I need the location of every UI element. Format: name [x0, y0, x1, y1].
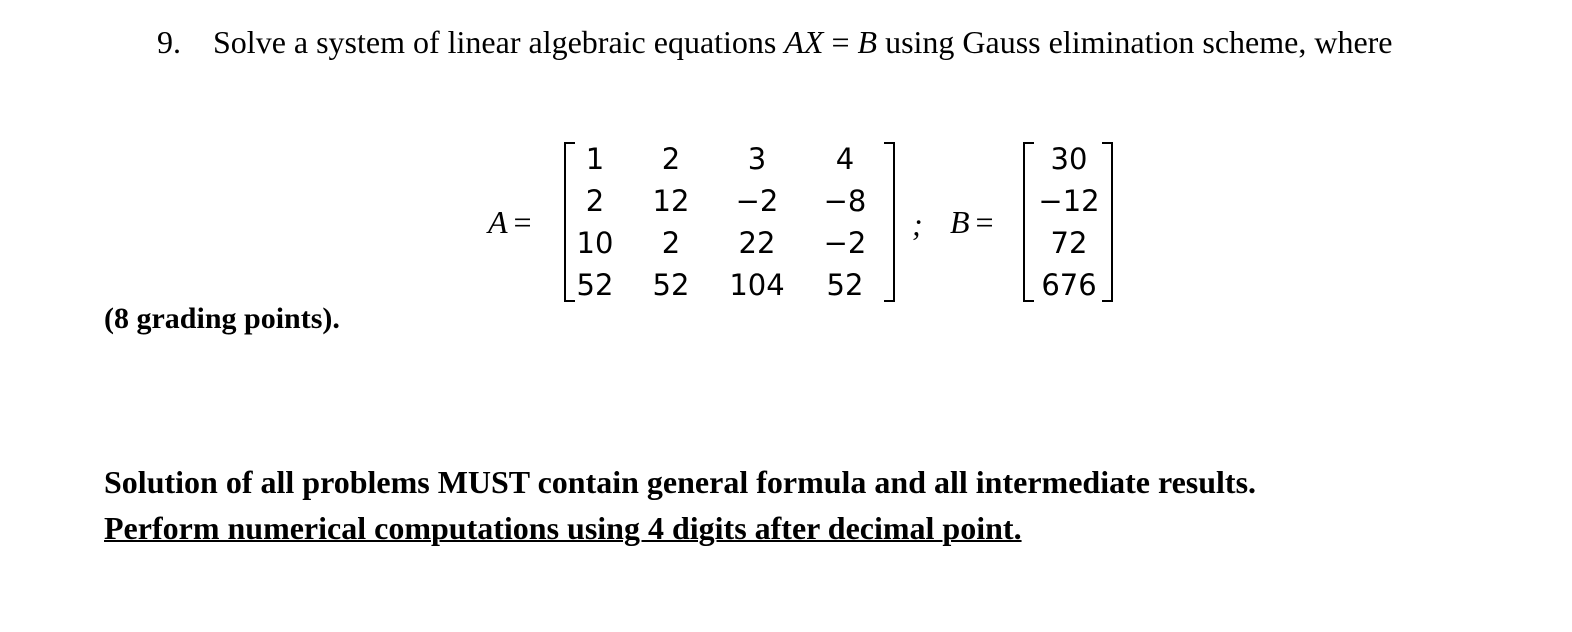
matrix-a-cell-r4-c4: 52 [826, 268, 864, 302]
equation-lhs: AX [784, 24, 824, 60]
vector-b-left-bracket [1023, 142, 1034, 302]
matrix-a-equals: = [513, 204, 532, 240]
matrix-a-cell-r1-c3: 3 [747, 142, 767, 176]
matrix-a-cell-r3-c4: −2 [823, 226, 867, 260]
matrix-a-cell-r1-c1: 1 [585, 142, 605, 176]
vector-b-cell-1: 30 [1050, 142, 1088, 176]
matrix-separator: ; [912, 206, 923, 242]
matrix-a-right-bracket [884, 142, 895, 302]
matrix-a-cell-r3-c1: 10 [576, 226, 614, 260]
problem-number: 9. [157, 24, 181, 60]
requirement-note: Solution of all problems MUST contain general formula and all intermediate results. [104, 464, 1257, 500]
equation-rhs: B [857, 24, 878, 60]
vector-b-label [950, 202, 994, 242]
matrix-a-cell-r3-c3: 22 [738, 226, 776, 260]
problem-text-after: using Gauss elimination scheme, where [877, 24, 1393, 60]
matrix-a-label [488, 202, 532, 242]
vector-b-equals: = [975, 204, 994, 240]
precision-note: Perform numerical computations using 4 digits after decimal point. [104, 510, 1022, 546]
matrix-a-cell-r1-c4: 4 [835, 142, 855, 176]
matrix-a-symbol: A [488, 204, 508, 240]
matrix-a-cell-r2-c2: 12 [652, 184, 690, 218]
equation-sign: = [823, 24, 858, 60]
vector-b-symbol: B [950, 204, 970, 240]
problem-statement [157, 22, 1393, 62]
matrix-a-cell-r4-c1: 52 [576, 268, 614, 302]
matrix-a-cell-r2-c4: −8 [823, 184, 867, 218]
matrix-a-cell-r2-c1: 2 [585, 184, 605, 218]
matrix-a-cell-r4-c3: 104 [729, 268, 785, 302]
matrix-a-cell-r1-c2: 2 [661, 142, 681, 176]
problem-text-before: Solve a system of linear algebraic equations [213, 24, 785, 60]
vector-b-cell-3: 72 [1050, 226, 1088, 260]
vector-b-cell-2: −12 [1038, 184, 1100, 218]
grading-points: (8 grading points). [104, 302, 340, 335]
matrix-a-cell-r4-c2: 52 [652, 268, 690, 302]
matrix-a-cell-r3-c2: 2 [661, 226, 681, 260]
matrix-a-cell-r2-c3: −2 [735, 184, 779, 218]
vector-b-cell-4: 676 [1041, 268, 1097, 302]
